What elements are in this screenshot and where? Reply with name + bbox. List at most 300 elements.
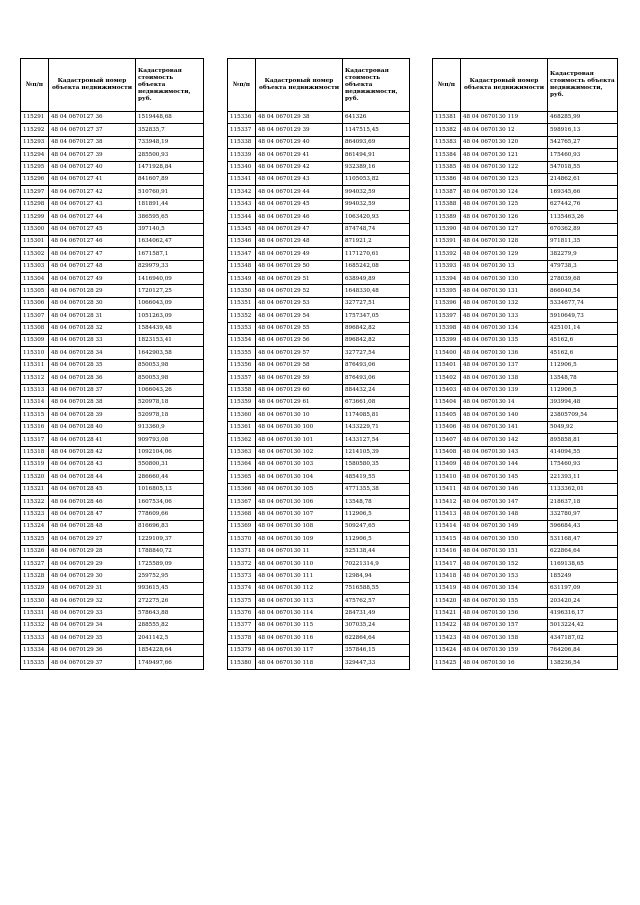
cadastral-value: 13548,78 — [343, 496, 410, 508]
row-number: 115422 — [433, 620, 461, 632]
cadastral-number: 48 04 0670130 107 — [256, 508, 343, 520]
cadastral-value: 1433229,71 — [343, 421, 410, 433]
cadastral-number: 48 04 0670130 119 — [461, 112, 548, 124]
table-row — [228, 310, 410, 322]
cadastral-number: 48 04 0670130 105 — [256, 483, 343, 495]
row-number: 115317 — [21, 434, 49, 446]
row-number: 115419 — [433, 582, 461, 594]
cadastral-value: 764206,84 — [548, 644, 618, 656]
cadastral-number: 48 04 0670130 146 — [461, 483, 548, 495]
row-number: 115377 — [228, 620, 256, 632]
table-row — [228, 458, 410, 470]
table-row — [21, 297, 204, 309]
cadastral-value: 382279,9 — [548, 248, 618, 260]
row-number: 115360 — [228, 409, 256, 421]
cadastral-number: 48 04 0670130 129 — [461, 248, 548, 260]
row-number: 115365 — [228, 471, 256, 483]
row-number: 115311 — [21, 359, 49, 371]
cadastral-value: 850053,98 — [136, 372, 204, 384]
table-row — [228, 149, 410, 161]
cadastral-number: 48 04 0670128 43 — [49, 458, 136, 470]
cadastral-value: 520978,18 — [136, 409, 204, 421]
cadastral-value: 1823153,41 — [136, 335, 204, 347]
row-number: 115356 — [228, 359, 256, 371]
table-row — [433, 310, 618, 322]
table-header-row — [228, 59, 410, 112]
cadastral-number: 48 04 0670129 45 — [256, 198, 343, 210]
cadastral-number: 48 04 0670130 11 — [256, 545, 343, 557]
cadastral-number: 48 04 0670129 56 — [256, 335, 343, 347]
table-row — [433, 570, 618, 582]
table-row — [228, 359, 410, 371]
row-number: 115300 — [21, 223, 49, 235]
table-row — [433, 496, 618, 508]
table-row — [21, 124, 204, 136]
row-number: 115349 — [228, 273, 256, 285]
cadastral-value: 884432,24 — [343, 384, 410, 396]
cadastral-value: 816696,83 — [136, 520, 204, 532]
row-number: 115404 — [433, 396, 461, 408]
row-number: 115353 — [228, 322, 256, 334]
row-number: 115329 — [21, 582, 49, 594]
table-row — [228, 248, 410, 260]
table-row — [433, 335, 618, 347]
row-number: 115420 — [433, 595, 461, 607]
cadastral-number: 48 04 0670128 37 — [49, 384, 136, 396]
row-number: 115343 — [228, 198, 256, 210]
table-row — [228, 285, 410, 297]
row-number: 115345 — [228, 223, 256, 235]
cadastral-number: 48 04 0670130 115 — [256, 620, 343, 632]
table-row — [21, 136, 204, 148]
cadastral-value: 631197,09 — [548, 582, 618, 594]
row-number: 115323 — [21, 508, 49, 520]
row-number: 115334 — [21, 644, 49, 656]
row-number: 115379 — [228, 644, 256, 656]
cadastral-value: 1634062,47 — [136, 235, 204, 247]
header-number: №п/п — [21, 59, 49, 112]
row-number: 115416 — [433, 545, 461, 557]
cadastral-number: 48 04 0670129 47 — [256, 223, 343, 235]
row-number: 115298 — [21, 198, 49, 210]
cadastral-value: 278039,68 — [548, 273, 618, 285]
row-number: 115371 — [228, 545, 256, 557]
table-row — [433, 136, 618, 148]
row-number: 115373 — [228, 570, 256, 582]
cadastral-number: 48 04 0670127 45 — [49, 223, 136, 235]
cadastral-value: 272275,26 — [136, 595, 204, 607]
table-row — [228, 322, 410, 334]
cadastral-value: 622864,64 — [548, 545, 618, 557]
cadastral-value: 871921,2 — [343, 235, 410, 247]
row-number: 115375 — [228, 595, 256, 607]
cadastral-number: 48 04 0670130 134 — [461, 322, 548, 334]
cadastral-value: 414094,55 — [548, 446, 618, 458]
row-number: 115374 — [228, 582, 256, 594]
cadastral-value: 479738,3 — [548, 260, 618, 272]
table-row — [228, 483, 410, 495]
row-number: 115303 — [21, 260, 49, 272]
table-row — [21, 607, 204, 619]
cadastral-value: 896842,82 — [343, 322, 410, 334]
table-row — [21, 359, 204, 371]
cadastral-number: 48 04 0670127 44 — [49, 211, 136, 223]
cadastral-number: 48 04 0670130 142 — [461, 434, 548, 446]
cadastral-value: 1854228,64 — [136, 644, 204, 656]
cadastral-number: 48 04 0670129 32 — [49, 595, 136, 607]
cadastral-number: 48 04 0670130 152 — [461, 558, 548, 570]
cadastral-value: 733948,19 — [136, 136, 204, 148]
table-row — [228, 198, 410, 210]
cadastral-value: 23805709,54 — [548, 409, 618, 421]
cadastral-number: 48 04 0670129 33 — [49, 607, 136, 619]
cadastral-number: 48 04 0670130 155 — [461, 595, 548, 607]
cadastral-number: 48 04 0670129 28 — [49, 545, 136, 557]
table-row — [21, 582, 204, 594]
cadastral-value: 1580580,35 — [343, 458, 410, 470]
table-row — [433, 483, 618, 495]
row-number: 115387 — [433, 186, 461, 198]
cadastral-value: 864093,69 — [343, 136, 410, 148]
cadastral-value: 510760,91 — [136, 186, 204, 198]
cadastral-number: 48 04 0670129 54 — [256, 310, 343, 322]
row-number: 115299 — [21, 211, 49, 223]
cadastral-number: 48 04 0670128 39 — [49, 409, 136, 421]
table-row — [433, 173, 618, 185]
table-row — [228, 545, 410, 557]
table-row — [433, 297, 618, 309]
table-row — [21, 223, 204, 235]
cadastral-value: 874748,74 — [343, 223, 410, 235]
cadastral-table-2 — [227, 58, 410, 670]
table-row — [21, 520, 204, 532]
cadastral-value: 13548,78 — [548, 372, 618, 384]
table-row — [433, 396, 618, 408]
row-number: 115401 — [433, 359, 461, 371]
table-row — [433, 533, 618, 545]
table-row — [21, 149, 204, 161]
cadastral-value: 12984,94 — [343, 570, 410, 582]
row-number: 115402 — [433, 372, 461, 384]
table-row — [433, 620, 618, 632]
cadastral-number: 48 04 0670128 46 — [49, 496, 136, 508]
cadastral-number: 48 04 0670130 112 — [256, 582, 343, 594]
row-number: 115364 — [228, 458, 256, 470]
cadastral-value: 468285,99 — [548, 112, 618, 124]
cadastral-value: 138236,54 — [548, 657, 618, 669]
row-number: 115347 — [228, 248, 256, 260]
cadastral-number: 48 04 0670130 10 — [256, 409, 343, 421]
header-cadastral-value: Кадастровая стоимость объекта недвижимости, руб. — [343, 59, 410, 112]
cadastral-value: 673661,08 — [343, 396, 410, 408]
row-number: 115341 — [228, 173, 256, 185]
row-number: 115421 — [433, 607, 461, 619]
cadastral-value: 550800,31 — [136, 458, 204, 470]
cadastral-number: 48 04 0670129 27 — [49, 533, 136, 545]
cadastral-value: 876493,06 — [343, 372, 410, 384]
cadastral-number: 48 04 0670130 16 — [461, 657, 548, 669]
row-number: 115415 — [433, 533, 461, 545]
cadastral-number: 48 04 0670130 127 — [461, 223, 548, 235]
table-row — [228, 632, 410, 644]
cadastral-value: 393994,48 — [548, 396, 618, 408]
cadastral-number: 48 04 0670127 37 — [49, 124, 136, 136]
table-row — [433, 409, 618, 421]
table-row — [228, 186, 410, 198]
table-row — [433, 607, 618, 619]
cadastral-number: 48 04 0670130 104 — [256, 471, 343, 483]
table-row — [228, 335, 410, 347]
cadastral-value: 5334677,74 — [548, 297, 618, 309]
table-row — [228, 372, 410, 384]
row-number: 115397 — [433, 310, 461, 322]
table-row — [228, 173, 410, 185]
row-number: 115363 — [228, 446, 256, 458]
row-number: 115368 — [228, 508, 256, 520]
cadastral-number: 48 04 0670128 35 — [49, 359, 136, 371]
cadastral-value: 1051263,09 — [136, 310, 204, 322]
table-row — [21, 632, 204, 644]
cadastral-value: 1433127,54 — [343, 434, 410, 446]
cadastral-value: 329447,33 — [343, 657, 410, 669]
cadastral-number: 48 04 0670127 40 — [49, 161, 136, 173]
row-number: 115314 — [21, 396, 49, 408]
row-number: 115346 — [228, 235, 256, 247]
row-number: 115355 — [228, 347, 256, 359]
cadastral-number: 48 04 0670128 44 — [49, 471, 136, 483]
cadastral-number: 48 04 0670127 48 — [49, 260, 136, 272]
table-row — [433, 545, 618, 557]
table-row — [433, 223, 618, 235]
cadastral-value: 5049,92 — [548, 421, 618, 433]
row-number: 115424 — [433, 644, 461, 656]
row-number: 115296 — [21, 173, 49, 185]
table-row — [433, 508, 618, 520]
table-row — [228, 273, 410, 285]
cadastral-number: 48 04 0670130 118 — [256, 657, 343, 669]
cadastral-number: 48 04 0670129 55 — [256, 322, 343, 334]
row-number: 115410 — [433, 471, 461, 483]
cadastral-number: 48 04 0670129 58 — [256, 359, 343, 371]
table-row — [21, 161, 204, 173]
row-number: 115352 — [228, 310, 256, 322]
cadastral-value: 214862,61 — [548, 173, 618, 185]
row-number: 115294 — [21, 149, 49, 161]
row-number: 115316 — [21, 421, 49, 433]
table-row — [21, 198, 204, 210]
row-number: 115320 — [21, 471, 49, 483]
row-number: 115357 — [228, 372, 256, 384]
cadastral-number: 48 04 0670130 110 — [256, 558, 343, 570]
cadastral-value: 1757347,05 — [343, 310, 410, 322]
row-number: 115382 — [433, 124, 461, 136]
cadastral-number: 48 04 0670130 109 — [256, 533, 343, 545]
table-row — [433, 260, 618, 272]
header-number: №п/п — [228, 59, 256, 112]
cadastral-number: 48 04 0670130 124 — [461, 186, 548, 198]
row-number: 115333 — [21, 632, 49, 644]
cadastral-value: 829979,33 — [136, 260, 204, 272]
table-row — [433, 471, 618, 483]
header-cadastral-number: Кадастровый номер объекта недвижимости — [256, 59, 343, 112]
cadastral-value: 4347187,02 — [548, 632, 618, 644]
row-number: 115354 — [228, 335, 256, 347]
row-number: 115391 — [433, 235, 461, 247]
row-number: 115408 — [433, 446, 461, 458]
cadastral-value: 641326 — [343, 112, 410, 124]
cadastral-value: 7516588,55 — [343, 582, 410, 594]
cadastral-value: 352835,7 — [136, 124, 204, 136]
cadastral-value: 259752,95 — [136, 570, 204, 582]
cadastral-number: 48 04 0670129 48 — [256, 235, 343, 247]
table-row — [228, 471, 410, 483]
cadastral-value: 670362,89 — [548, 223, 618, 235]
row-number: 115321 — [21, 483, 49, 495]
cadastral-number: 48 04 0670130 131 — [461, 285, 548, 297]
cadastral-value: 1016805,13 — [136, 483, 204, 495]
cadastral-number: 48 04 0670127 46 — [49, 235, 136, 247]
row-number: 115389 — [433, 211, 461, 223]
row-number: 115331 — [21, 607, 49, 619]
table-row — [228, 558, 410, 570]
row-number: 115376 — [228, 607, 256, 619]
cadastral-value: 1174085,81 — [343, 409, 410, 421]
row-number: 115318 — [21, 446, 49, 458]
row-number: 115385 — [433, 161, 461, 173]
cadastral-number: 48 04 0670130 150 — [461, 533, 548, 545]
header-cadastral-value: Кадастровая стоимость объекта недвижимости, руб. — [548, 59, 618, 112]
cadastral-value: 909793,08 — [136, 434, 204, 446]
cadastral-number: 48 04 0670127 39 — [49, 149, 136, 161]
table-row — [433, 421, 618, 433]
cadastral-number: 48 04 0670130 13 — [461, 260, 548, 272]
row-number: 115366 — [228, 483, 256, 495]
table-row — [228, 533, 410, 545]
cadastral-value: 5910649,73 — [548, 310, 618, 322]
row-number: 115324 — [21, 520, 49, 532]
row-number: 115372 — [228, 558, 256, 570]
cadastral-number: 48 04 0670128 32 — [49, 322, 136, 334]
row-number: 115423 — [433, 632, 461, 644]
table-row — [21, 620, 204, 632]
table-row — [21, 483, 204, 495]
cadastral-number: 48 04 0670130 126 — [461, 211, 548, 223]
cadastral-value: 1749497,66 — [136, 657, 204, 669]
cadastral-number: 48 04 0670128 40 — [49, 421, 136, 433]
cadastral-number: 48 04 0670130 147 — [461, 496, 548, 508]
table-row — [228, 260, 410, 272]
cadastral-value: 1092104,06 — [136, 446, 204, 458]
cadastral-value: 203420,24 — [548, 595, 618, 607]
cadastral-number: 48 04 0670130 103 — [256, 458, 343, 470]
cadastral-number: 48 04 0670127 41 — [49, 173, 136, 185]
cadastral-value: 45162,6 — [548, 347, 618, 359]
cadastral-value: 475762,57 — [343, 595, 410, 607]
cadastral-table-3 — [432, 58, 618, 670]
row-number: 115390 — [433, 223, 461, 235]
table-row — [21, 496, 204, 508]
cadastral-number: 48 04 0670129 31 — [49, 582, 136, 594]
row-number: 115417 — [433, 558, 461, 570]
table-row — [228, 161, 410, 173]
cadastral-value: 876493,06 — [343, 359, 410, 371]
cadastral-number: 48 04 0670129 42 — [256, 161, 343, 173]
cadastral-number: 48 04 0670129 39 — [256, 124, 343, 136]
cadastral-number: 48 04 0670130 123 — [461, 173, 548, 185]
cadastral-number: 48 04 0670130 108 — [256, 520, 343, 532]
cadastral-value: 1607534,06 — [136, 496, 204, 508]
cadastral-value: 357846,15 — [343, 644, 410, 656]
table-row — [21, 372, 204, 384]
cadastral-number: 48 04 0670129 30 — [49, 570, 136, 582]
cadastral-number: 48 04 0670130 100 — [256, 421, 343, 433]
cadastral-number: 48 04 0670130 153 — [461, 570, 548, 582]
cadastral-value: 285500,93 — [136, 149, 204, 161]
cadastral-value: 638949,89 — [343, 273, 410, 285]
table-row — [228, 496, 410, 508]
cadastral-value: 861494,91 — [343, 149, 410, 161]
cadastral-number: 48 04 0670129 41 — [256, 149, 343, 161]
cadastral-value: 2041142,5 — [136, 632, 204, 644]
table-row — [433, 384, 618, 396]
cadastral-value: 525138,44 — [343, 545, 410, 557]
cadastral-number: 48 04 0670129 46 — [256, 211, 343, 223]
row-number: 115395 — [433, 285, 461, 297]
cadastral-number: 48 04 0670130 125 — [461, 198, 548, 210]
cadastral-number: 48 04 0670130 12 — [461, 124, 548, 136]
row-number: 115362 — [228, 434, 256, 446]
table-row — [433, 595, 618, 607]
row-number: 115292 — [21, 124, 49, 136]
table-row — [433, 112, 618, 124]
row-number: 115297 — [21, 186, 49, 198]
row-number: 115327 — [21, 558, 49, 570]
row-number: 115398 — [433, 322, 461, 334]
cadastral-number: 48 04 0670127 42 — [49, 186, 136, 198]
cadastral-value: 175460,93 — [548, 149, 618, 161]
cadastral-number: 48 04 0670130 111 — [256, 570, 343, 582]
table-row — [433, 235, 618, 247]
cadastral-number: 48 04 0670128 34 — [49, 347, 136, 359]
cadastral-number: 48 04 0670130 144 — [461, 458, 548, 470]
cadastral-number: 48 04 0670130 154 — [461, 582, 548, 594]
cadastral-number: 48 04 0670130 140 — [461, 409, 548, 421]
cadastral-value: 1169138,65 — [548, 558, 618, 570]
cadastral-value: 1171270,61 — [343, 248, 410, 260]
row-number: 115306 — [21, 297, 49, 309]
row-number: 115319 — [21, 458, 49, 470]
row-number: 115369 — [228, 520, 256, 532]
table-header-row — [433, 59, 618, 112]
cadastral-table-1 — [20, 58, 204, 670]
cadastral-value: 397140,5 — [136, 223, 204, 235]
row-number: 115409 — [433, 458, 461, 470]
row-number: 115309 — [21, 335, 49, 347]
table-row — [433, 149, 618, 161]
cadastral-number: 48 04 0670129 49 — [256, 248, 343, 260]
table-row — [228, 112, 410, 124]
cadastral-number: 48 04 0670129 52 — [256, 285, 343, 297]
table-row — [21, 173, 204, 185]
table-row — [433, 161, 618, 173]
table-row — [21, 248, 204, 260]
cadastral-value: 70221314,9 — [343, 558, 410, 570]
row-number: 115340 — [228, 161, 256, 173]
cadastral-number: 48 04 0670130 132 — [461, 297, 548, 309]
header-number: №п/п — [433, 59, 461, 112]
row-number: 115293 — [21, 136, 49, 148]
cadastral-number: 48 04 0670129 61 — [256, 396, 343, 408]
